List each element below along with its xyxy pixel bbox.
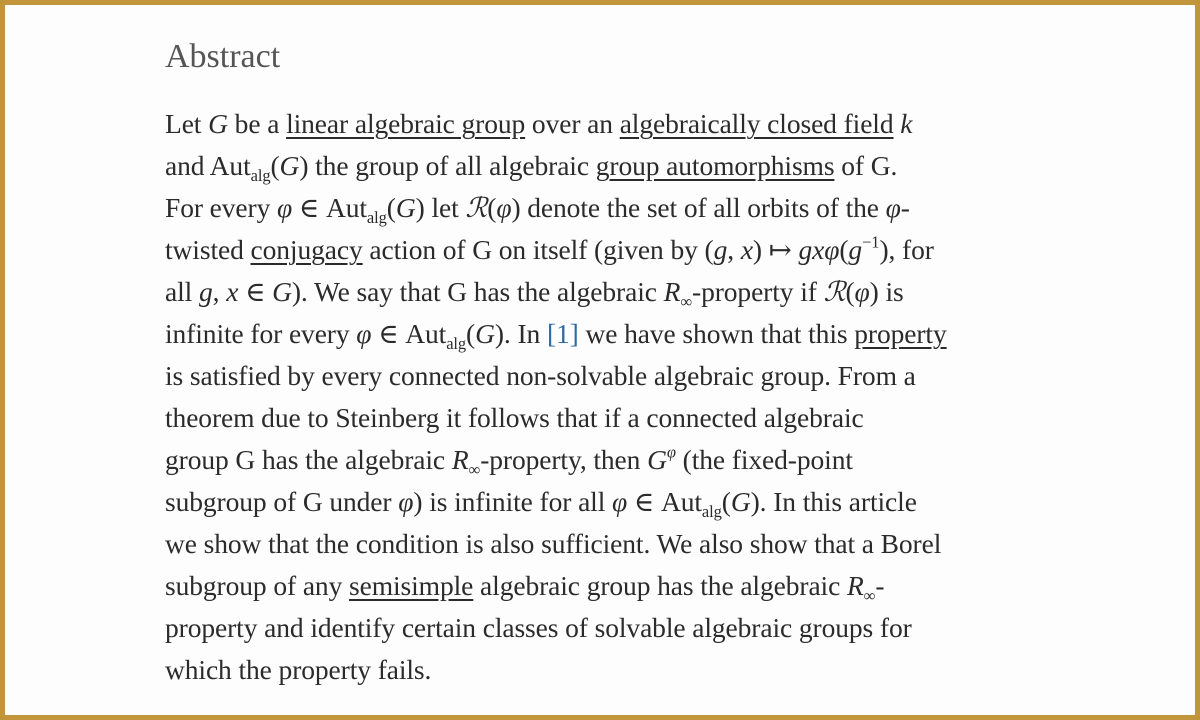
abstract-line: theorem due to Steinberg it follows that if a connected algebraic [165, 402, 864, 433]
abstract-line: Let G be a linear algebraic group over an algebraically closed field k [165, 108, 913, 139]
abstract-line: property and identify certain classes of solvable algebraic groups for [165, 612, 912, 643]
abstract-line: subgroup of G under φ) is infinite for all φ ∈ Aut$_{alg}$(G). In this article [165, 486, 917, 521]
abstract-line: all g, x ∈ G). We say that G has the algebraic $R_\infty$-property if ℛ(φ) is [165, 276, 904, 311]
abstract-line: which the property fails. [165, 654, 432, 685]
abstract-line: twisted conjugacy action of G on itself (given by (g, x) ↦ $gx\varphi(g^{-1})$, for [165, 232, 934, 265]
abstract-section [165, 33, 1065, 691]
abstract-text [165, 103, 1065, 691]
link-algebraically-closed-field[interactable]: algebraically closed field [619, 108, 894, 139]
abstract-line: group G has the algebraic $R_\infty$-property, then $G^\varphi$ (the fixed-point [165, 442, 853, 479]
link-linear-algebraic-group[interactable]: linear algebraic group [286, 108, 526, 139]
abstract-line: subgroup of any semisimple algebraic group has the algebraic $R_\infty-$ [165, 570, 885, 605]
citation-link[interactable]: [1] [546, 318, 579, 349]
link-property[interactable]: property [854, 318, 947, 349]
link-group-automorphisms[interactable]: group automorphisms [595, 150, 835, 181]
abstract-line: is satisfied by every connected non-solvable algebraic group. From a [165, 360, 916, 391]
abstract-line: we show that the condition is also sufficient. We also show that a Borel [165, 528, 942, 559]
link-semisimple[interactable]: semisimple [349, 570, 474, 601]
abstract-line: For every φ ∈ Aut$_{alg}$(G) let ℛ(φ) denote the set of all orbits of the φ- [165, 192, 910, 227]
abstract-line: and Aut$_{alg}$(G) the group of all algebraic group automorphisms of G. [165, 150, 898, 185]
abstract-line: infinite for every φ ∈ Aut$_{alg}$(G). In [1] we have shown that this property [165, 318, 947, 353]
abstract-heading: Abstract [165, 38, 281, 75]
link-conjugacy[interactable]: conjugacy [250, 234, 363, 265]
